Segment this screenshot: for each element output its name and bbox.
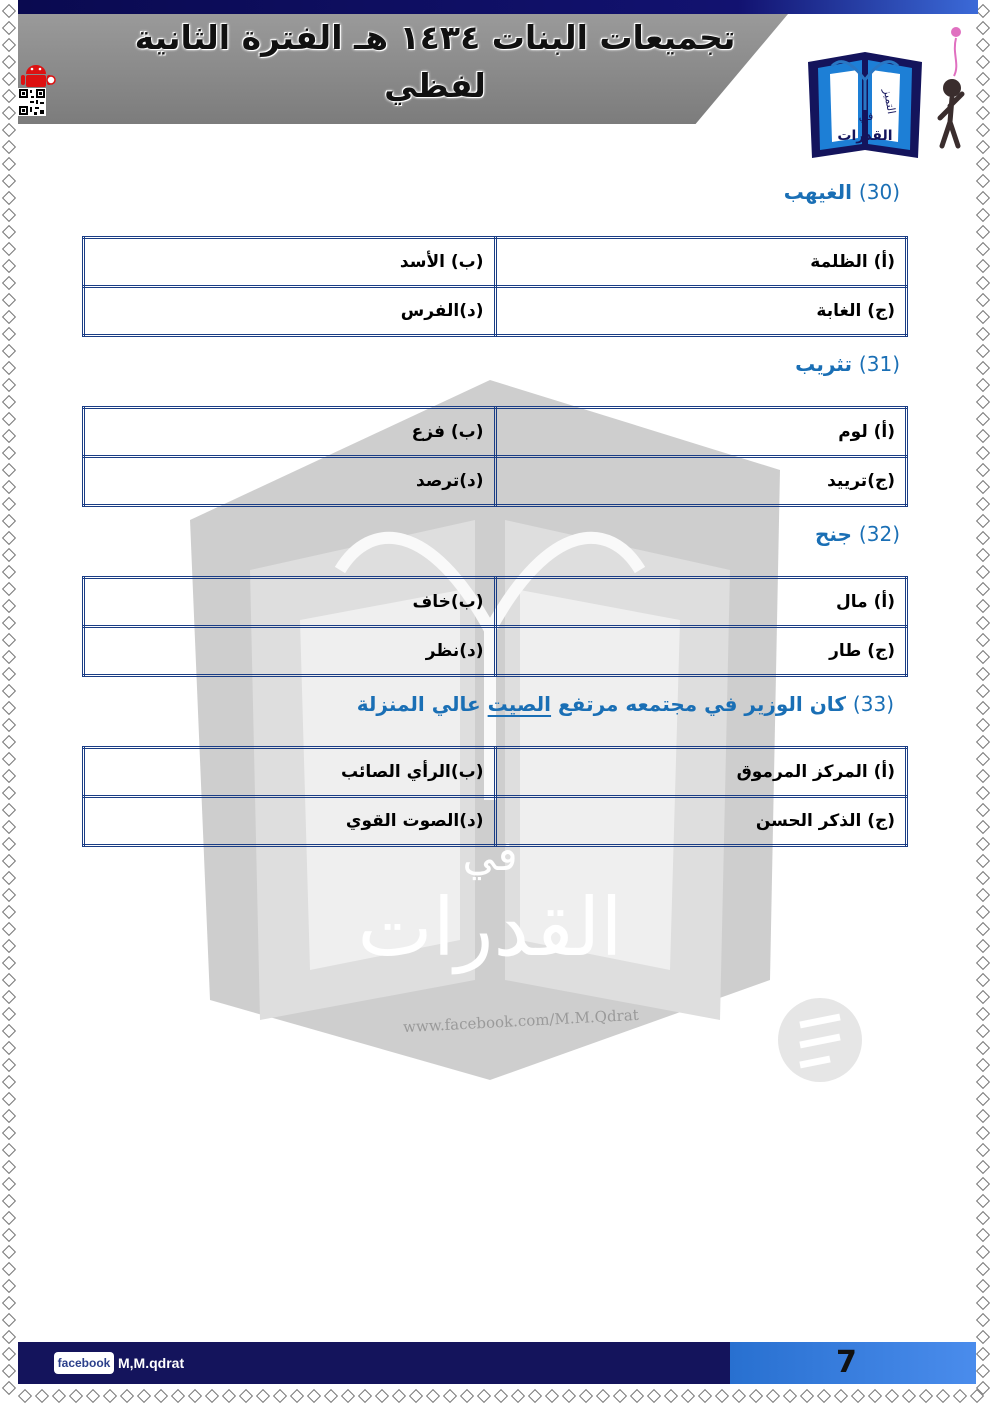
border-diamond bbox=[2, 922, 16, 936]
border-diamond bbox=[2, 752, 16, 766]
bottom-diamond-border bbox=[0, 1389, 992, 1403]
border-diamond bbox=[2, 310, 16, 324]
border-diamond bbox=[976, 548, 990, 562]
border-diamond bbox=[2, 514, 16, 528]
logo-text-top: التميز bbox=[880, 87, 899, 116]
question-number: (33) bbox=[852, 692, 894, 716]
border-diamond bbox=[35, 1389, 49, 1403]
watermark-url: www.facebook.com/M.M.Qdrat bbox=[402, 1005, 640, 1037]
border-diamond bbox=[2, 21, 16, 35]
border-diamond bbox=[2, 888, 16, 902]
border-diamond bbox=[2, 718, 16, 732]
question-32-title bbox=[815, 522, 900, 546]
border-diamond bbox=[976, 633, 990, 647]
question-sentence-start: كان الوزير في مجتمعه مرتفع bbox=[551, 692, 846, 716]
border-diamond bbox=[976, 395, 990, 409]
option-b[interactable]: (ب) الأسد bbox=[84, 238, 496, 287]
border-diamond bbox=[766, 1389, 780, 1403]
border-diamond bbox=[976, 803, 990, 817]
border-diamond bbox=[613, 1389, 627, 1403]
question-number: (30) bbox=[858, 180, 900, 204]
border-diamond bbox=[2, 1143, 16, 1157]
border-diamond bbox=[902, 1389, 916, 1403]
border-diamond bbox=[868, 1389, 882, 1403]
border-diamond bbox=[976, 1058, 990, 1072]
border-diamond bbox=[976, 208, 990, 222]
border-diamond bbox=[2, 1126, 16, 1140]
border-diamond bbox=[976, 905, 990, 919]
border-diamond bbox=[2, 1109, 16, 1123]
border-diamond bbox=[2, 939, 16, 953]
border-diamond bbox=[2, 1245, 16, 1259]
border-diamond bbox=[205, 1389, 219, 1403]
border-diamond bbox=[460, 1389, 474, 1403]
page-title: تجميعات البنات ١٤٣٤ هـ الفترة الثانية bbox=[134, 18, 736, 57]
option-a[interactable]: (أ) لوم bbox=[495, 408, 907, 457]
border-diamond bbox=[976, 1075, 990, 1089]
border-diamond bbox=[976, 38, 990, 52]
border-diamond bbox=[273, 1389, 287, 1403]
watermark-text: القدرات bbox=[357, 881, 623, 974]
border-diamond bbox=[976, 1126, 990, 1140]
border-diamond bbox=[2, 259, 16, 273]
border-diamond bbox=[851, 1389, 865, 1403]
border-diamond bbox=[2, 4, 16, 18]
option-c[interactable]: (ج) الذكر الحسن bbox=[495, 797, 907, 846]
border-diamond bbox=[664, 1389, 678, 1403]
border-diamond bbox=[2, 990, 16, 1004]
border-diamond bbox=[976, 990, 990, 1004]
border-diamond bbox=[976, 531, 990, 545]
border-diamond bbox=[596, 1389, 610, 1403]
question-30-title bbox=[784, 180, 900, 204]
border-diamond bbox=[976, 1160, 990, 1174]
border-diamond bbox=[976, 259, 990, 273]
border-diamond bbox=[2, 1228, 16, 1242]
option-b[interactable]: (ب)الرأي الصائب bbox=[84, 748, 496, 797]
border-diamond bbox=[976, 480, 990, 494]
border-diamond bbox=[976, 786, 990, 800]
border-diamond bbox=[2, 429, 16, 443]
border-diamond bbox=[426, 1389, 440, 1403]
border-diamond bbox=[681, 1389, 695, 1403]
option-c[interactable]: (ج)ترييد bbox=[495, 457, 907, 506]
border-diamond bbox=[976, 769, 990, 783]
border-diamond bbox=[2, 225, 16, 239]
border-diamond bbox=[2, 395, 16, 409]
border-diamond bbox=[2, 1194, 16, 1208]
answers-table-31 bbox=[82, 406, 908, 507]
border-diamond bbox=[976, 293, 990, 307]
border-diamond bbox=[86, 1389, 100, 1403]
border-diamond bbox=[2, 599, 16, 613]
border-diamond bbox=[18, 1389, 32, 1403]
border-diamond bbox=[976, 72, 990, 86]
border-diamond bbox=[2, 1313, 16, 1327]
border-diamond bbox=[2, 1024, 16, 1038]
border-diamond bbox=[2, 633, 16, 647]
border-diamond bbox=[2, 38, 16, 52]
border-diamond bbox=[528, 1389, 542, 1403]
border-diamond bbox=[976, 174, 990, 188]
border-diamond bbox=[69, 1389, 83, 1403]
border-diamond bbox=[2, 242, 16, 256]
border-diamond bbox=[2, 378, 16, 392]
border-diamond bbox=[494, 1389, 508, 1403]
border-diamond bbox=[2, 55, 16, 69]
border-diamond bbox=[953, 1389, 967, 1403]
border-diamond bbox=[2, 361, 16, 375]
border-diamond bbox=[976, 1330, 990, 1344]
border-diamond bbox=[976, 1347, 990, 1361]
option-a[interactable]: (أ) مال bbox=[495, 578, 907, 627]
border-diamond bbox=[341, 1389, 355, 1403]
border-diamond bbox=[976, 616, 990, 630]
border-diamond bbox=[976, 565, 990, 579]
border-diamond bbox=[2, 650, 16, 664]
question-number: (32) bbox=[858, 522, 900, 546]
border-diamond bbox=[976, 1024, 990, 1038]
border-diamond bbox=[2, 1058, 16, 1072]
border-diamond bbox=[2, 1347, 16, 1361]
border-diamond bbox=[2, 1330, 16, 1344]
border-diamond bbox=[976, 327, 990, 341]
option-b[interactable]: (ب)خاف bbox=[84, 578, 496, 627]
border-diamond bbox=[2, 89, 16, 103]
border-diamond bbox=[2, 769, 16, 783]
border-diamond bbox=[2, 701, 16, 715]
border-diamond bbox=[976, 1092, 990, 1106]
android-icon bbox=[20, 60, 56, 90]
border-diamond bbox=[2, 854, 16, 868]
border-diamond bbox=[2, 1177, 16, 1191]
border-diamond bbox=[2, 276, 16, 290]
border-diamond bbox=[976, 276, 990, 290]
border-diamond bbox=[2, 871, 16, 885]
decorative-figure-icon bbox=[932, 14, 978, 154]
border-diamond bbox=[976, 1364, 990, 1378]
border-diamond bbox=[800, 1389, 814, 1403]
border-diamond bbox=[239, 1389, 253, 1403]
border-diamond bbox=[2, 803, 16, 817]
border-diamond bbox=[2, 1211, 16, 1225]
border-diamond bbox=[477, 1389, 491, 1403]
option-d[interactable]: (د)ترصد bbox=[84, 457, 496, 506]
border-diamond bbox=[2, 463, 16, 477]
qudrat-logo bbox=[800, 40, 930, 165]
border-diamond bbox=[2, 786, 16, 800]
border-diamond bbox=[976, 157, 990, 171]
border-diamond bbox=[2, 548, 16, 562]
border-diamond bbox=[2, 1364, 16, 1378]
border-diamond bbox=[545, 1389, 559, 1403]
facebook-page-name[interactable]: M,M.qdrat bbox=[118, 1355, 185, 1371]
border-diamond bbox=[2, 837, 16, 851]
border-diamond bbox=[976, 497, 990, 511]
border-diamond bbox=[976, 514, 990, 528]
border-diamond bbox=[976, 1228, 990, 1242]
border-diamond bbox=[171, 1389, 185, 1403]
border-diamond bbox=[976, 922, 990, 936]
border-diamond bbox=[2, 191, 16, 205]
option-b[interactable]: (ب) فزع bbox=[84, 408, 496, 457]
border-diamond bbox=[2, 582, 16, 596]
border-diamond bbox=[976, 735, 990, 749]
border-diamond bbox=[2, 1262, 16, 1276]
border-diamond bbox=[137, 1389, 151, 1403]
border-diamond bbox=[290, 1389, 304, 1403]
border-diamond bbox=[2, 531, 16, 545]
border-diamond bbox=[2, 1041, 16, 1055]
option-d[interactable]: (د)الصوت القوي bbox=[84, 797, 496, 846]
option-a[interactable]: (أ) الظلمة bbox=[495, 238, 907, 287]
border-diamond bbox=[154, 1389, 168, 1403]
border-diamond bbox=[976, 106, 990, 120]
question-31-title bbox=[795, 352, 900, 376]
border-diamond bbox=[976, 684, 990, 698]
border-diamond bbox=[976, 55, 990, 69]
border-diamond bbox=[2, 123, 16, 137]
border-diamond bbox=[749, 1389, 763, 1403]
border-diamond bbox=[976, 225, 990, 239]
border-diamond bbox=[834, 1389, 848, 1403]
watermark-circle-icon bbox=[775, 995, 865, 1085]
logo-text-bottom: القدرات bbox=[837, 128, 893, 144]
question-sentence-end: عالي المنزلة bbox=[356, 692, 488, 716]
option-d[interactable]: (د)نظر bbox=[84, 627, 496, 676]
answers-table-30 bbox=[82, 236, 908, 337]
border-diamond bbox=[698, 1389, 712, 1403]
border-diamond bbox=[976, 701, 990, 715]
border-diamond bbox=[647, 1389, 661, 1403]
border-diamond bbox=[222, 1389, 236, 1403]
right-diamond-border bbox=[974, 0, 992, 1403]
border-diamond bbox=[976, 650, 990, 664]
qr-code-icon bbox=[18, 88, 46, 116]
border-diamond bbox=[732, 1389, 746, 1403]
border-diamond bbox=[976, 1143, 990, 1157]
border-diamond bbox=[976, 718, 990, 732]
answers-table-32 bbox=[82, 576, 908, 677]
border-diamond bbox=[2, 497, 16, 511]
border-diamond bbox=[976, 1245, 990, 1259]
border-diamond bbox=[976, 973, 990, 987]
border-diamond bbox=[976, 1211, 990, 1225]
border-diamond bbox=[976, 871, 990, 885]
border-diamond bbox=[976, 412, 990, 426]
border-diamond bbox=[976, 956, 990, 970]
border-diamond bbox=[976, 446, 990, 460]
border-diamond bbox=[630, 1389, 644, 1403]
border-diamond bbox=[409, 1389, 423, 1403]
border-diamond bbox=[976, 854, 990, 868]
border-diamond bbox=[579, 1389, 593, 1403]
question-word: الغيهب bbox=[783, 180, 852, 204]
border-diamond bbox=[936, 1389, 950, 1403]
border-diamond bbox=[976, 191, 990, 205]
border-diamond bbox=[976, 599, 990, 613]
border-diamond bbox=[324, 1389, 338, 1403]
border-diamond bbox=[919, 1389, 933, 1403]
border-diamond bbox=[103, 1389, 117, 1403]
border-diamond bbox=[2, 106, 16, 120]
border-diamond bbox=[976, 21, 990, 35]
border-diamond bbox=[976, 820, 990, 834]
border-diamond bbox=[976, 752, 990, 766]
border-diamond bbox=[976, 140, 990, 154]
option-a[interactable]: (أ) المركز المرموق bbox=[495, 748, 907, 797]
border-diamond bbox=[783, 1389, 797, 1403]
border-diamond bbox=[2, 1296, 16, 1310]
border-diamond bbox=[2, 1092, 16, 1106]
border-diamond bbox=[976, 667, 990, 681]
border-diamond bbox=[375, 1389, 389, 1403]
border-diamond bbox=[976, 1041, 990, 1055]
border-diamond bbox=[2, 1160, 16, 1174]
border-diamond bbox=[976, 1296, 990, 1310]
border-diamond bbox=[976, 89, 990, 103]
border-diamond bbox=[976, 378, 990, 392]
option-c[interactable]: (ج) الغابة bbox=[495, 287, 907, 336]
logo-text-mid: في bbox=[858, 110, 874, 123]
border-diamond bbox=[2, 565, 16, 579]
border-diamond bbox=[2, 1075, 16, 1089]
border-diamond bbox=[2, 480, 16, 494]
left-diamond-border bbox=[0, 0, 18, 1403]
border-diamond bbox=[2, 344, 16, 358]
border-diamond bbox=[976, 939, 990, 953]
border-diamond bbox=[885, 1389, 899, 1403]
border-diamond bbox=[2, 174, 16, 188]
border-diamond bbox=[52, 1389, 66, 1403]
border-diamond bbox=[2, 140, 16, 154]
border-diamond bbox=[817, 1389, 831, 1403]
border-diamond bbox=[2, 973, 16, 987]
border-diamond bbox=[562, 1389, 576, 1403]
question-33-title bbox=[357, 692, 894, 716]
option-c[interactable]: (ج) طار bbox=[495, 627, 907, 676]
border-diamond bbox=[2, 956, 16, 970]
border-diamond bbox=[2, 616, 16, 630]
border-diamond bbox=[976, 1177, 990, 1191]
border-diamond bbox=[976, 888, 990, 902]
border-diamond bbox=[2, 684, 16, 698]
page-number: 7 bbox=[836, 1345, 857, 1380]
border-diamond bbox=[976, 242, 990, 256]
border-diamond bbox=[2, 667, 16, 681]
border-diamond bbox=[2, 72, 16, 86]
border-diamond bbox=[2, 412, 16, 426]
border-diamond bbox=[2, 1007, 16, 1021]
border-diamond bbox=[307, 1389, 321, 1403]
page-subtitle: لفظي bbox=[384, 66, 486, 105]
border-diamond bbox=[2, 208, 16, 222]
question-word: تثريب bbox=[795, 352, 852, 376]
border-diamond bbox=[358, 1389, 372, 1403]
border-diamond bbox=[443, 1389, 457, 1403]
border-diamond bbox=[976, 1194, 990, 1208]
border-diamond bbox=[976, 429, 990, 443]
border-diamond bbox=[976, 4, 990, 18]
question-word: جنح bbox=[814, 522, 852, 546]
border-diamond bbox=[976, 344, 990, 358]
border-diamond bbox=[2, 820, 16, 834]
border-diamond bbox=[120, 1389, 134, 1403]
border-diamond bbox=[970, 1389, 984, 1403]
border-diamond bbox=[256, 1389, 270, 1403]
border-diamond bbox=[976, 1262, 990, 1276]
border-diamond bbox=[976, 463, 990, 477]
question-number: (31) bbox=[858, 352, 900, 376]
header-top-bar bbox=[18, 0, 978, 14]
border-diamond bbox=[2, 327, 16, 341]
border-diamond bbox=[976, 1007, 990, 1021]
border-diamond bbox=[976, 310, 990, 324]
border-diamond bbox=[715, 1389, 729, 1403]
border-diamond bbox=[2, 905, 16, 919]
border-diamond bbox=[2, 1279, 16, 1293]
border-diamond bbox=[976, 1313, 990, 1327]
border-diamond bbox=[976, 1109, 990, 1123]
border-diamond bbox=[2, 446, 16, 460]
option-d[interactable]: (د)الفرس bbox=[84, 287, 496, 336]
underlined-word: الصيت bbox=[487, 692, 552, 716]
answers-table-33 bbox=[82, 746, 908, 847]
border-diamond bbox=[188, 1389, 202, 1403]
facebook-badge[interactable]: facebook bbox=[54, 1352, 114, 1374]
border-diamond bbox=[2, 735, 16, 749]
border-diamond bbox=[976, 837, 990, 851]
border-diamond bbox=[976, 361, 990, 375]
border-diamond bbox=[976, 1279, 990, 1293]
border-diamond bbox=[392, 1389, 406, 1403]
watermark-small-text: في bbox=[462, 831, 518, 880]
border-diamond bbox=[511, 1389, 525, 1403]
border-diamond bbox=[976, 123, 990, 137]
border-diamond bbox=[2, 293, 16, 307]
border-diamond bbox=[976, 582, 990, 596]
border-diamond bbox=[2, 157, 16, 171]
